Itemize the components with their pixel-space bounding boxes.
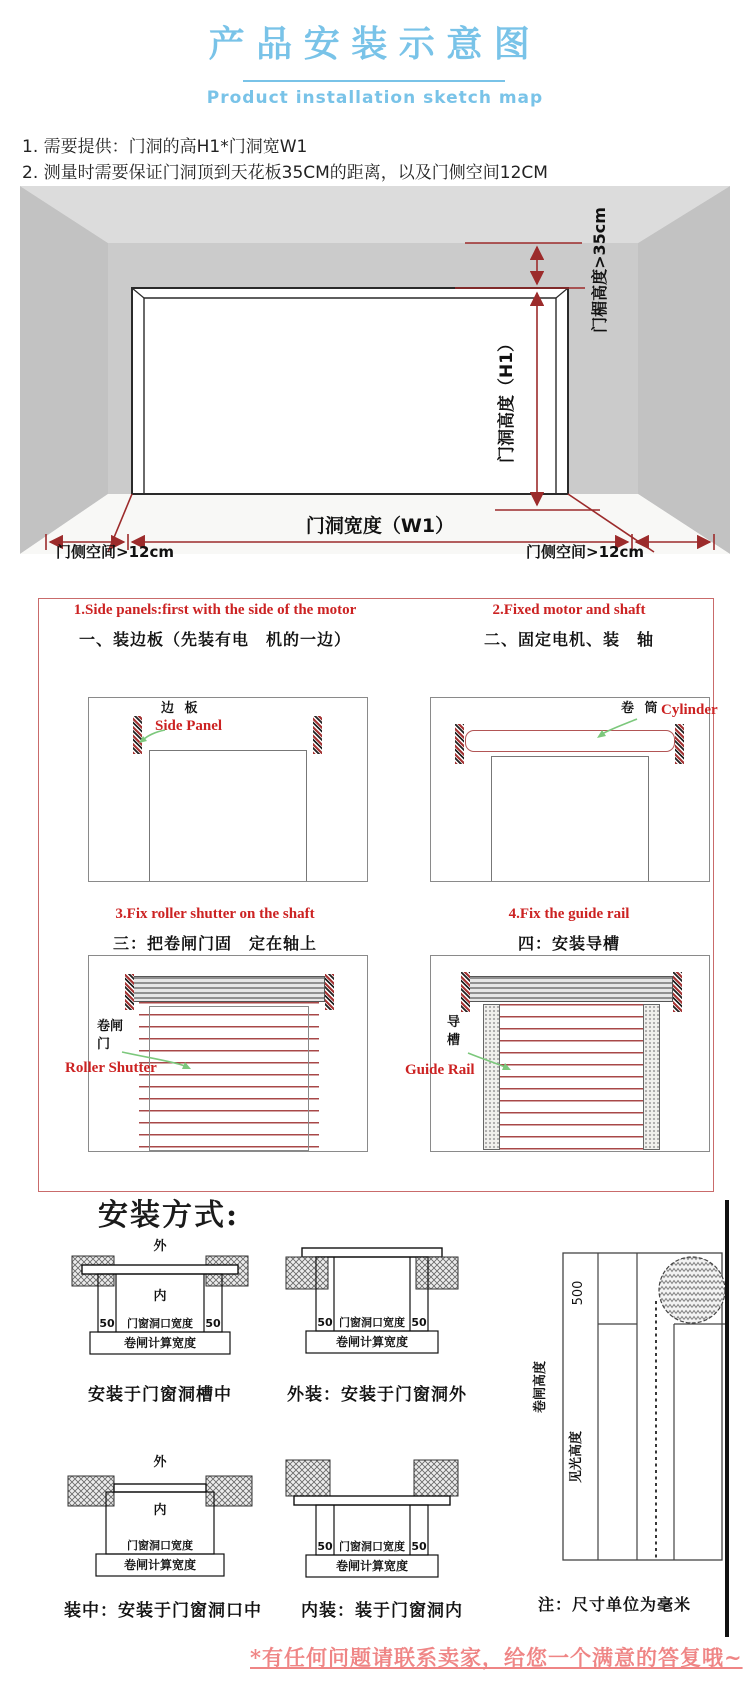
side-panel-left bbox=[455, 724, 464, 764]
step3-title-cn: 三：把卷闸门固 定在轴上 bbox=[112, 934, 317, 953]
fifty-label: 50 bbox=[411, 1316, 427, 1329]
outside-label: 外 bbox=[153, 1455, 167, 1470]
opening-width-label: 门窗洞口宽度 bbox=[127, 1317, 193, 1330]
cylinder-label-en: Cylinder bbox=[661, 702, 718, 718]
wall-block-left bbox=[286, 1257, 328, 1289]
shutter-bar bbox=[82, 1265, 238, 1274]
cross-section-slot-mount bbox=[60, 1238, 260, 1373]
side-panel-left bbox=[461, 972, 470, 1012]
door-outline bbox=[491, 756, 649, 881]
shutter-roll bbox=[133, 976, 325, 1002]
cylinder-shaft bbox=[465, 730, 675, 752]
step3-title-en: 3.Fix roller shutter on the shaft bbox=[115, 906, 315, 922]
leader-arrow bbox=[593, 716, 639, 742]
install-methods-title: 安装方式: bbox=[98, 1198, 240, 1233]
door-opening-diagram bbox=[20, 186, 730, 560]
side-panel-right bbox=[325, 974, 334, 1010]
clear-height-label: 见光高度 bbox=[569, 1430, 584, 1484]
wall-block-left bbox=[286, 1460, 330, 1496]
calc-width-label: 卷闸计算宽度 bbox=[123, 1558, 197, 1572]
shutter-bar bbox=[302, 1248, 442, 1257]
caption-middle-mount: 装中：安装于门窗洞口中 bbox=[64, 1601, 262, 1621]
shutter-label-cn: 卷闸门 bbox=[97, 1019, 124, 1052]
roller-shutter-curtain bbox=[483, 1004, 659, 1150]
lintel-height-label: 门楣高度>35cm bbox=[590, 207, 609, 333]
dim-500-label: 500 bbox=[571, 1280, 586, 1306]
inside-label: 内 bbox=[153, 1503, 167, 1518]
step2-title-en: 2.Fixed motor and shaft bbox=[492, 602, 646, 618]
note-line-1: 1. 需要提供：门洞的高H1*门洞宽W1 bbox=[22, 137, 308, 157]
fifty-label: 50 bbox=[317, 1540, 333, 1553]
step4-figure bbox=[405, 955, 710, 1152]
step2-title-cn: 二、固定电机、装 轴 bbox=[483, 630, 654, 649]
step4-title-cn: 四：安装导槽 bbox=[517, 934, 620, 953]
step3-figure bbox=[65, 955, 368, 1152]
leader-arrow bbox=[465, 1050, 515, 1074]
guide-rail-right bbox=[643, 1004, 660, 1150]
opening-width-label: 门窗洞口宽度 bbox=[339, 1316, 405, 1329]
step1-figure bbox=[88, 697, 368, 882]
fifty-label: 50 bbox=[317, 1316, 333, 1329]
footer-contact-note: *有任何问题请联系卖家，给您一个满意的答复哦~ bbox=[250, 1645, 743, 1670]
calc-width-label: 卷闸计算宽度 bbox=[335, 1335, 409, 1349]
step1-title-cn: 一、装边板（先装有电 机的一边） bbox=[78, 630, 351, 649]
outside-label: 外 bbox=[153, 1239, 167, 1254]
guide-rail-left bbox=[483, 1004, 500, 1150]
side-panel-label-cn: 边 板 bbox=[161, 701, 201, 716]
step1-title-en: 1.Side panels:first with the side of the motor bbox=[73, 602, 357, 618]
side-view-height-diagram bbox=[508, 1195, 743, 1645]
leader-arrow bbox=[137, 728, 167, 746]
opening-width-label: 门窗洞口宽度 bbox=[127, 1539, 193, 1552]
cross-section-inside-mount bbox=[272, 1452, 472, 1587]
step4-title-en: 4.Fix the guide rail bbox=[508, 906, 630, 922]
shutter-label-en: Roller Shutter bbox=[65, 1060, 157, 1076]
opening-width-label: 门窗洞口宽度 bbox=[339, 1540, 405, 1553]
side-panel-left bbox=[125, 974, 134, 1010]
unit-note: 注：尺寸单位为毫米 bbox=[538, 1595, 692, 1614]
title-underline bbox=[243, 80, 505, 82]
wall-block-left bbox=[68, 1476, 114, 1506]
door-width-label: 门洞宽度（W1） bbox=[305, 515, 455, 537]
cross-section-middle-mount bbox=[60, 1452, 260, 1587]
side-panel-label-en: Side Panel bbox=[155, 718, 223, 734]
fifty-label: 50 bbox=[99, 1317, 115, 1330]
shutter-roll bbox=[469, 976, 673, 1002]
caption-outside-mount: 外装：安装于门窗洞外 bbox=[287, 1385, 467, 1405]
shutter-bar bbox=[114, 1484, 206, 1492]
page-subtitle: Product installation sketch map bbox=[206, 88, 544, 108]
right-wall bbox=[638, 186, 730, 554]
leader-arrow bbox=[119, 1048, 195, 1074]
side-panel-right bbox=[313, 716, 322, 754]
guide-rail-label-cn: 导槽 bbox=[447, 1015, 461, 1048]
fifty-label: 50 bbox=[205, 1317, 221, 1330]
wall-block-right bbox=[206, 1476, 252, 1506]
left-wall bbox=[20, 186, 108, 554]
step2-figure bbox=[430, 697, 718, 882]
side-space-right-label: 门侧空间>12cm bbox=[526, 543, 644, 560]
door-outline bbox=[149, 750, 307, 881]
door-height-label: 门洞高度（H1） bbox=[497, 334, 517, 464]
side-space-left-label: 门侧空间>12cm bbox=[56, 543, 174, 560]
calc-width-label: 卷闸计算宽度 bbox=[123, 1336, 197, 1350]
inside-label: 内 bbox=[153, 1289, 167, 1304]
guide-rail-label-en: Guide Rail bbox=[405, 1062, 475, 1078]
page-title: 产品安装示意图 bbox=[208, 24, 542, 65]
wall-block-right bbox=[416, 1257, 458, 1289]
cross-section-outside-mount bbox=[272, 1238, 472, 1373]
side-panel-right bbox=[673, 972, 682, 1012]
side-panel-right bbox=[675, 724, 684, 764]
shutter-bar bbox=[294, 1496, 450, 1505]
door-outline bbox=[149, 1006, 309, 1151]
shutter-height-label: 卷闸高度 bbox=[533, 1360, 548, 1414]
calc-width-label: 卷闸计算宽度 bbox=[335, 1559, 409, 1573]
cylinder-label-cn: 卷 筒 bbox=[621, 701, 661, 716]
note-line-2: 2. 测量时需要保证门洞顶到天花板35CM的距离，以及门侧空间12CM bbox=[22, 163, 548, 183]
caption-inside-mount: 内装：装于门窗洞内 bbox=[301, 1601, 463, 1621]
wall-block-right bbox=[414, 1460, 458, 1496]
caption-slot-mount: 安装于门窗洞槽中 bbox=[88, 1385, 232, 1405]
ceiling-face bbox=[20, 186, 730, 243]
shutter-roll-circle bbox=[659, 1257, 725, 1323]
fifty-label: 50 bbox=[411, 1540, 427, 1553]
